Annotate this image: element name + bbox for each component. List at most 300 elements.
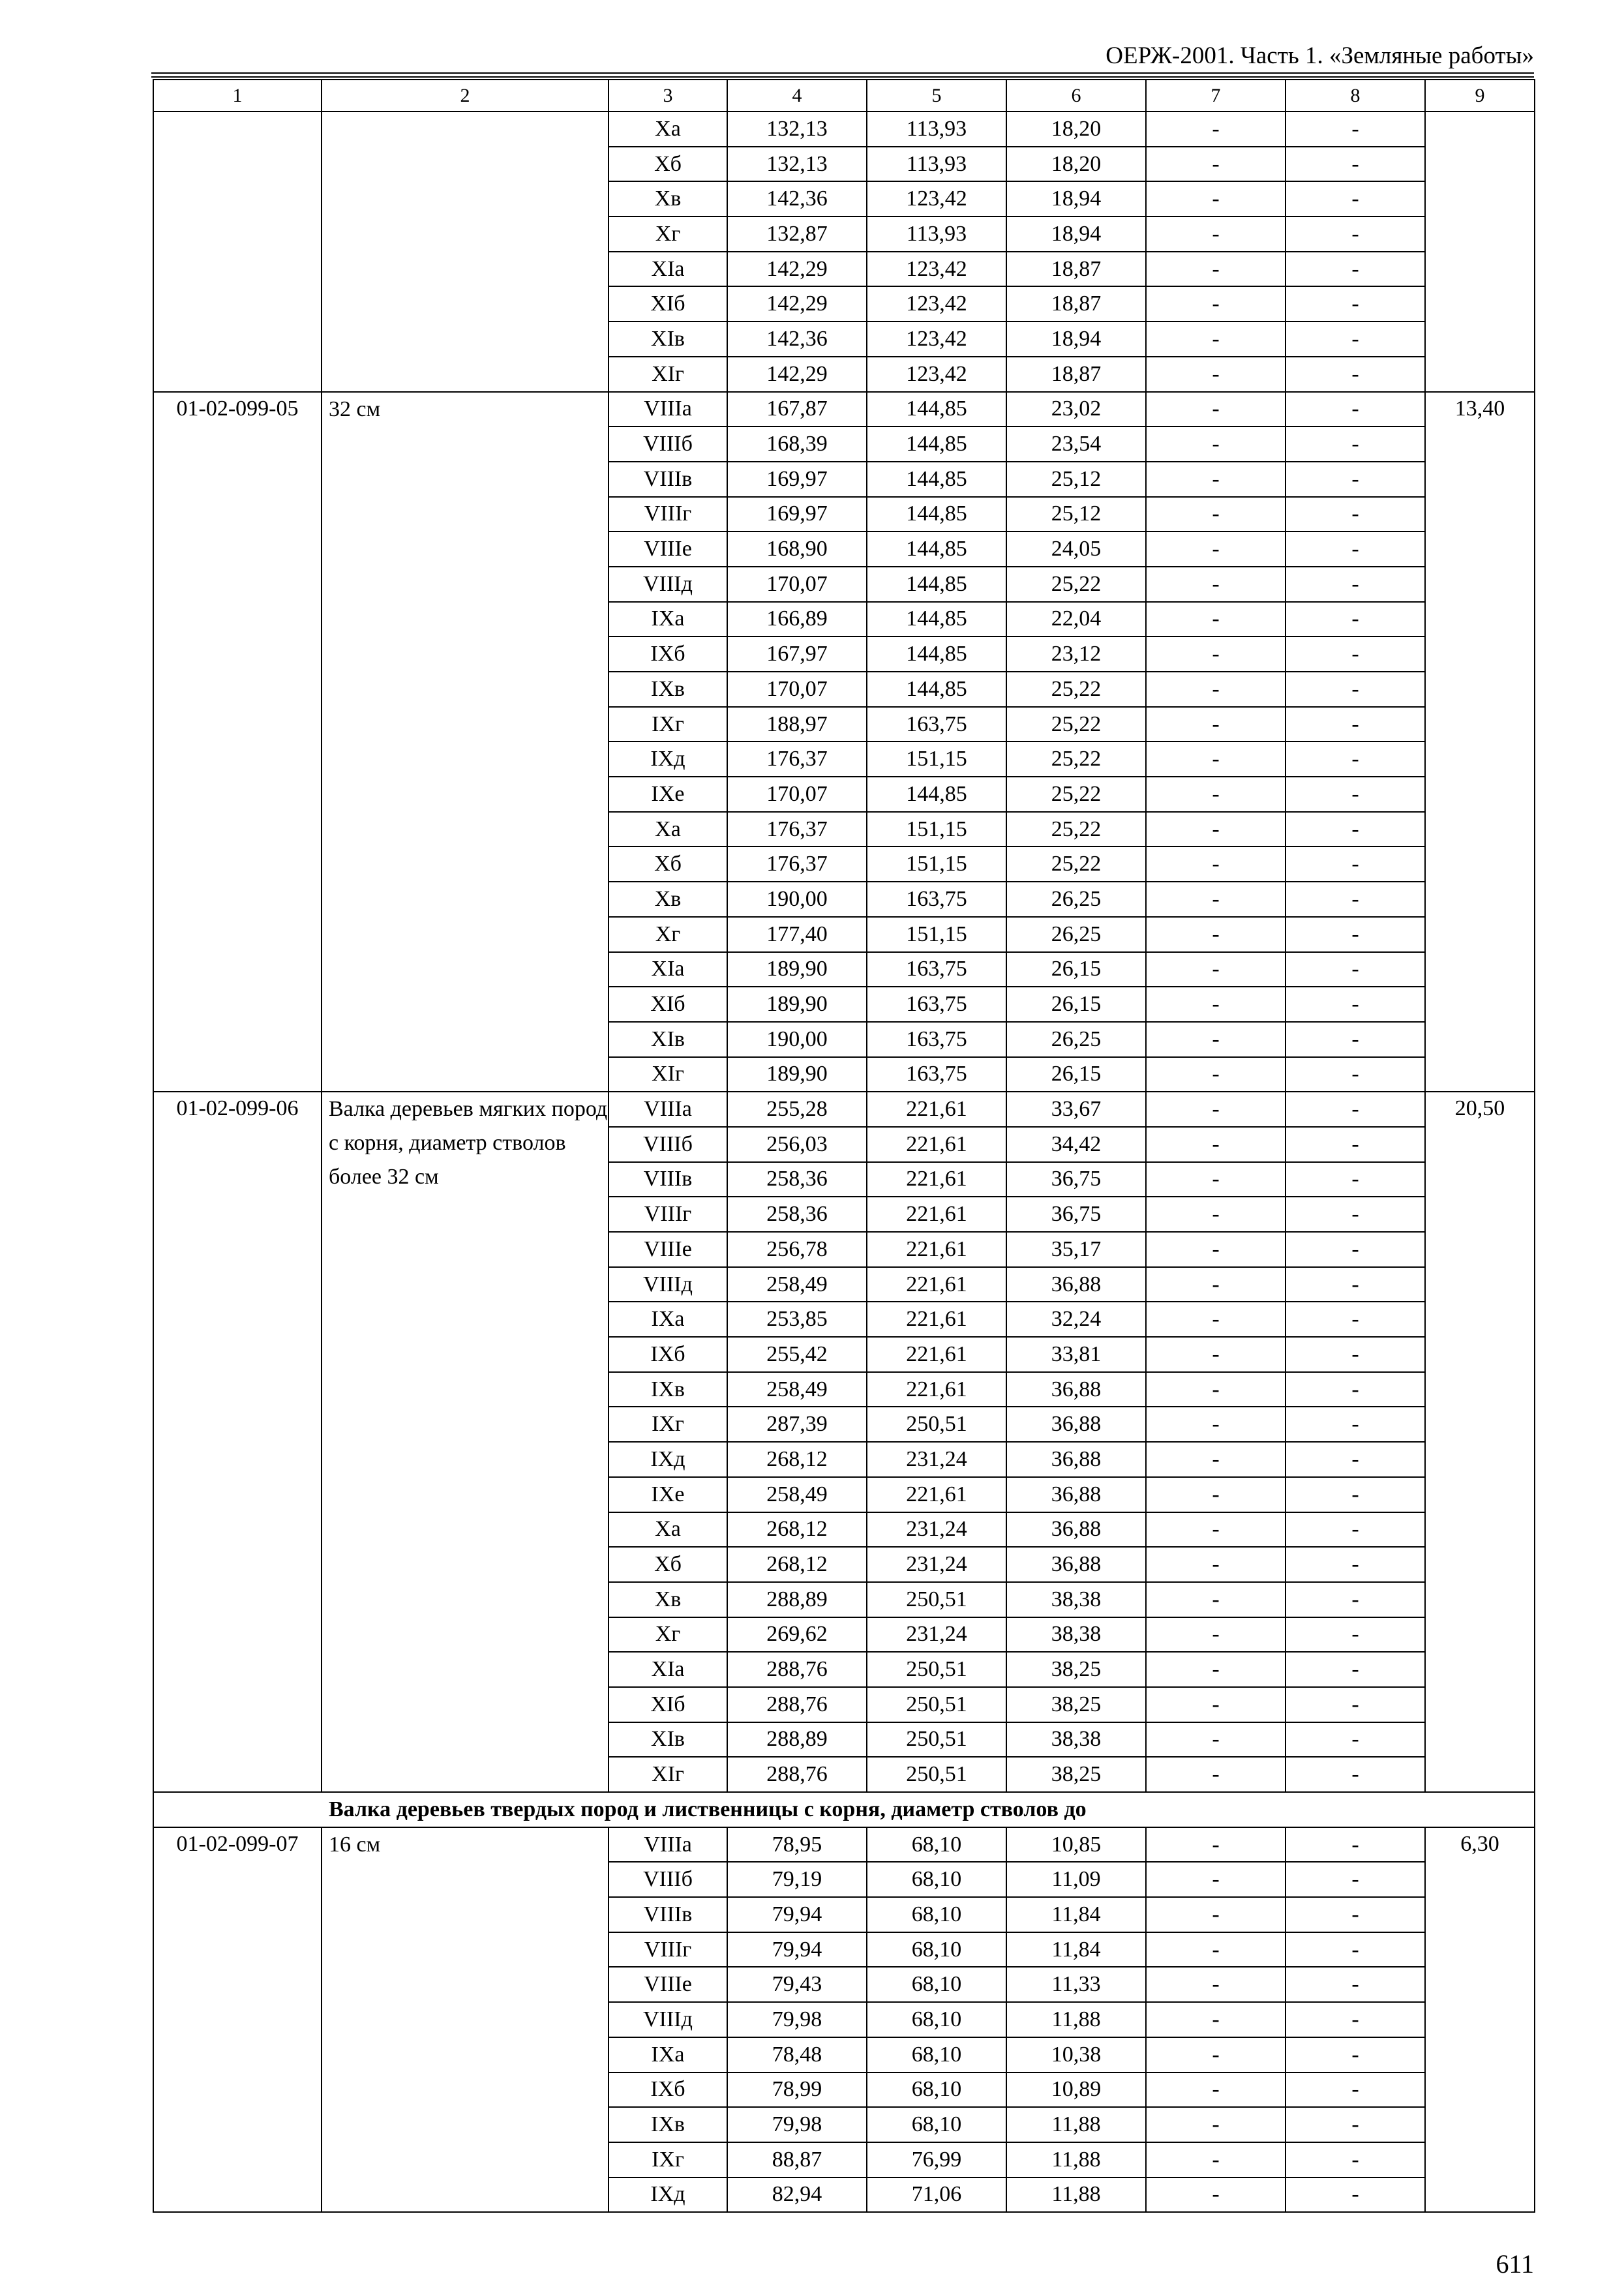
col7-value: -: [1146, 777, 1286, 812]
col8-value: -: [1286, 1162, 1425, 1197]
rate-code: 01-02-099-05: [153, 392, 322, 1092]
machine-costs: 26,25: [1006, 882, 1146, 917]
soil-group: IXб: [609, 1337, 727, 1372]
col8-value: -: [1286, 882, 1425, 917]
machine-costs: 32,24: [1006, 1302, 1146, 1337]
col8-value: -: [1286, 286, 1425, 322]
labor-costs: 68,10: [867, 1827, 1006, 1863]
labor-costs: 163,75: [867, 952, 1006, 987]
machine-costs: 25,22: [1006, 741, 1146, 777]
labor-costs: 250,51: [867, 1582, 1006, 1617]
labor-costs: 144,85: [867, 636, 1006, 672]
col8-value: -: [1286, 707, 1425, 742]
col7-value: -: [1146, 1337, 1286, 1372]
col8-value: -: [1286, 112, 1425, 147]
col8-value: -: [1286, 462, 1425, 497]
labor-costs: 231,24: [867, 1442, 1006, 1477]
soil-group: VIIIa: [609, 1827, 727, 1863]
labor-costs: 68,10: [867, 2037, 1006, 2072]
direct-costs: 190,00: [727, 1022, 867, 1057]
machine-costs: 38,25: [1006, 1757, 1146, 1792]
direct-costs: 78,99: [727, 2072, 867, 2108]
labor-costs: 144,85: [867, 392, 1006, 427]
labor-costs: 163,75: [867, 882, 1006, 917]
col8-value: -: [1286, 217, 1425, 252]
col7-value: -: [1146, 602, 1286, 637]
labor-costs: 221,61: [867, 1372, 1006, 1407]
soil-group: Xa: [609, 1512, 727, 1548]
rate-code: 01-02-099-06: [153, 1092, 322, 1792]
labor-costs: 221,61: [867, 1267, 1006, 1302]
direct-costs: 258,36: [727, 1197, 867, 1232]
soil-group: VIIIе: [609, 531, 727, 567]
direct-costs: 258,49: [727, 1267, 867, 1302]
direct-costs: 288,76: [727, 1757, 867, 1792]
machine-costs: 25,22: [1006, 812, 1146, 847]
labor-costs: 231,24: [867, 1512, 1006, 1548]
col7-value: -: [1146, 812, 1286, 847]
machine-costs: 18,20: [1006, 147, 1146, 182]
col8-value: -: [1286, 2177, 1425, 2213]
col7-value: -: [1146, 112, 1286, 147]
col9-value: [1425, 112, 1535, 392]
labor-costs: 68,10: [867, 1967, 1006, 2002]
col8-value: -: [1286, 846, 1425, 882]
labor-costs: 250,51: [867, 1687, 1006, 1722]
col7-value: -: [1146, 217, 1286, 252]
machine-costs: 36,88: [1006, 1267, 1146, 1302]
col8-value: -: [1286, 777, 1425, 812]
header-rule-bottom: [151, 76, 1534, 78]
direct-costs: 258,36: [727, 1162, 867, 1197]
labor-costs: 151,15: [867, 917, 1006, 952]
labor-costs: 250,51: [867, 1652, 1006, 1687]
col7-value: -: [1146, 497, 1286, 532]
table-row: [153, 1092, 1535, 1127]
soil-group: Xв: [609, 1582, 727, 1617]
labor-costs: 123,42: [867, 286, 1006, 322]
labor-costs: 113,93: [867, 147, 1006, 182]
labor-costs: 221,61: [867, 1232, 1006, 1267]
machine-costs: 25,22: [1006, 672, 1146, 707]
soil-group: XIв: [609, 322, 727, 357]
col8-value: -: [1286, 952, 1425, 987]
col7-value: -: [1146, 1197, 1286, 1232]
col7-value: -: [1146, 1162, 1286, 1197]
direct-costs: 79,94: [727, 1932, 867, 1967]
labor-costs: 221,61: [867, 1337, 1006, 1372]
machine-costs: 36,75: [1006, 1197, 1146, 1232]
soil-group: IXa: [609, 2037, 727, 2072]
col8-value: -: [1286, 1547, 1425, 1582]
machine-costs: 25,12: [1006, 462, 1146, 497]
machine-costs: 36,88: [1006, 1512, 1146, 1548]
col8-value: -: [1286, 1687, 1425, 1722]
machine-costs: 18,87: [1006, 357, 1146, 392]
col8-value: -: [1286, 1337, 1425, 1372]
col7-value: -: [1146, 567, 1286, 602]
soil-group: VIIIб: [609, 426, 727, 462]
col8-value: -: [1286, 1022, 1425, 1057]
labor-costs: 250,51: [867, 1407, 1006, 1442]
soil-group: IXг: [609, 707, 727, 742]
labor-costs: 144,85: [867, 567, 1006, 602]
col7-value: -: [1146, 252, 1286, 287]
rate-code: 01-02-099-07: [153, 1827, 322, 2213]
machine-costs: 34,42: [1006, 1127, 1146, 1162]
soil-group: VIIIв: [609, 1162, 727, 1197]
direct-costs: 142,29: [727, 286, 867, 322]
direct-costs: 255,28: [727, 1092, 867, 1127]
col7-value: -: [1146, 917, 1286, 952]
labor-costs: 144,85: [867, 531, 1006, 567]
col8-value: -: [1286, 1477, 1425, 1512]
machine-costs: 38,38: [1006, 1617, 1146, 1653]
col7-value: -: [1146, 1407, 1286, 1442]
soil-group: IXa: [609, 1302, 727, 1337]
labor-costs: 144,85: [867, 602, 1006, 637]
col8-value: -: [1286, 2037, 1425, 2072]
machine-costs: 26,25: [1006, 917, 1146, 952]
labor-costs: 163,75: [867, 1057, 1006, 1092]
col7-value: -: [1146, 1477, 1286, 1512]
labor-costs: 144,85: [867, 462, 1006, 497]
direct-costs: 268,12: [727, 1547, 867, 1582]
labor-costs: 68,10: [867, 1862, 1006, 1897]
direct-costs: 256,03: [727, 1127, 867, 1162]
machine-costs: 24,05: [1006, 531, 1146, 567]
direct-costs: 142,29: [727, 357, 867, 392]
col7-value: -: [1146, 2072, 1286, 2108]
direct-costs: 288,89: [727, 1582, 867, 1617]
machine-costs: 25,22: [1006, 707, 1146, 742]
labor-costs: 68,10: [867, 2002, 1006, 2037]
labor-costs: 123,42: [867, 252, 1006, 287]
machine-costs: 26,15: [1006, 952, 1146, 987]
col8-value: -: [1286, 2072, 1425, 2108]
machine-costs: 33,67: [1006, 1092, 1146, 1127]
col7-value: -: [1146, 1512, 1286, 1548]
col7-value: -: [1146, 322, 1286, 357]
col8-value: -: [1286, 1232, 1425, 1267]
page-number: 611: [1496, 2249, 1534, 2279]
soil-group: XIб: [609, 286, 727, 322]
column-number: 8: [1286, 80, 1425, 112]
machine-costs: 10,38: [1006, 2037, 1146, 2072]
col7-value: -: [1146, 2177, 1286, 2213]
direct-costs: 288,89: [727, 1722, 867, 1758]
col7-value: -: [1146, 147, 1286, 182]
labor-costs: 221,61: [867, 1127, 1006, 1162]
col7-value: -: [1146, 462, 1286, 497]
machine-costs: 38,25: [1006, 1652, 1146, 1687]
direct-costs: 176,37: [727, 812, 867, 847]
soil-group: Xa: [609, 112, 727, 147]
labor-costs: 71,06: [867, 2177, 1006, 2213]
machine-costs: 11,88: [1006, 2177, 1146, 2213]
col7-value: -: [1146, 636, 1286, 672]
labor-costs: 113,93: [867, 217, 1006, 252]
direct-costs: 78,95: [727, 1827, 867, 1863]
col7-value: -: [1146, 1932, 1286, 1967]
col7-value: -: [1146, 1092, 1286, 1127]
labor-costs: 123,42: [867, 181, 1006, 217]
direct-costs: 176,37: [727, 741, 867, 777]
direct-costs: 142,36: [727, 322, 867, 357]
col8-value: -: [1286, 1372, 1425, 1407]
labor-costs: 221,61: [867, 1302, 1006, 1337]
soil-group: XIa: [609, 252, 727, 287]
col8-value: -: [1286, 2107, 1425, 2142]
column-number: 5: [867, 80, 1006, 112]
machine-costs: 18,94: [1006, 217, 1146, 252]
labor-costs: 221,61: [867, 1092, 1006, 1127]
running-header: [153, 40, 1534, 74]
labor-costs: 144,85: [867, 672, 1006, 707]
machine-costs: 18,94: [1006, 322, 1146, 357]
direct-costs: 176,37: [727, 846, 867, 882]
col7-value: -: [1146, 707, 1286, 742]
direct-costs: 82,94: [727, 2177, 867, 2213]
direct-costs: 169,97: [727, 497, 867, 532]
col7-value: -: [1146, 2107, 1286, 2142]
col9-value: 13,40: [1425, 392, 1535, 1092]
col8-value: -: [1286, 392, 1425, 427]
machine-costs: 23,02: [1006, 392, 1146, 427]
table-row: [153, 112, 1535, 147]
soil-group: IXд: [609, 1442, 727, 1477]
col7-value: -: [1146, 1862, 1286, 1897]
col7-value: -: [1146, 882, 1286, 917]
col8-value: -: [1286, 1932, 1425, 1967]
col7-value: -: [1146, 1827, 1286, 1863]
direct-costs: 288,76: [727, 1687, 867, 1722]
col8-value: -: [1286, 2142, 1425, 2177]
col7-value: -: [1146, 1302, 1286, 1337]
col8-value: -: [1286, 602, 1425, 637]
soil-group: IXе: [609, 1477, 727, 1512]
direct-costs: 190,00: [727, 882, 867, 917]
col7-value: -: [1146, 1022, 1286, 1057]
machine-costs: 18,20: [1006, 112, 1146, 147]
header-rule-top: [151, 72, 1534, 74]
col8-value: -: [1286, 1652, 1425, 1687]
col7-value: -: [1146, 181, 1286, 217]
machine-costs: 11,88: [1006, 2002, 1146, 2037]
table-body: [153, 80, 1535, 2212]
labor-costs: 144,85: [867, 426, 1006, 462]
labor-costs: 221,61: [867, 1162, 1006, 1197]
machine-costs: 33,81: [1006, 1337, 1146, 1372]
machine-costs: 36,88: [1006, 1477, 1146, 1512]
col7-value: -: [1146, 1757, 1286, 1792]
soil-group: XIг: [609, 1057, 727, 1092]
direct-costs: 288,76: [727, 1652, 867, 1687]
direct-costs: 177,40: [727, 917, 867, 952]
col8-value: -: [1286, 917, 1425, 952]
labor-costs: 151,15: [867, 741, 1006, 777]
soil-group: IXг: [609, 1407, 727, 1442]
direct-costs: 255,42: [727, 1337, 867, 1372]
direct-costs: 132,87: [727, 217, 867, 252]
soil-group: XIб: [609, 987, 727, 1022]
labor-costs: 231,24: [867, 1617, 1006, 1653]
machine-costs: 36,88: [1006, 1547, 1146, 1582]
col8-value: -: [1286, 147, 1425, 182]
direct-costs: 256,78: [727, 1232, 867, 1267]
direct-costs: 79,94: [727, 1897, 867, 1932]
direct-costs: 258,49: [727, 1372, 867, 1407]
soil-group: IXв: [609, 2107, 727, 2142]
labor-costs: 68,10: [867, 1932, 1006, 1967]
soil-group: VIIIa: [609, 1092, 727, 1127]
col7-value: -: [1146, 1687, 1286, 1722]
soil-group: Xв: [609, 882, 727, 917]
machine-costs: 11,84: [1006, 1897, 1146, 1932]
col8-value: -: [1286, 672, 1425, 707]
machine-costs: 26,15: [1006, 987, 1146, 1022]
col8-value: -: [1286, 252, 1425, 287]
soil-group: VIIIг: [609, 1197, 727, 1232]
direct-costs: 258,49: [727, 1477, 867, 1512]
col8-value: -: [1286, 357, 1425, 392]
direct-costs: 79,98: [727, 2107, 867, 2142]
soil-group: Xв: [609, 181, 727, 217]
column-number: 1: [153, 80, 322, 112]
machine-costs: 38,38: [1006, 1722, 1146, 1758]
labor-costs: 68,10: [867, 1897, 1006, 1932]
machine-costs: 36,88: [1006, 1442, 1146, 1477]
machine-costs: 11,88: [1006, 2107, 1146, 2142]
soil-group: Xг: [609, 217, 727, 252]
soil-group: VIIIб: [609, 1127, 727, 1162]
col8-value: -: [1286, 1442, 1425, 1477]
machine-costs: 26,15: [1006, 1057, 1146, 1092]
machine-costs: 25,22: [1006, 777, 1146, 812]
soil-group: Xб: [609, 1547, 727, 1582]
col7-value: -: [1146, 1652, 1286, 1687]
rate-description: [322, 112, 609, 392]
col8-value: -: [1286, 741, 1425, 777]
col7-value: -: [1146, 1722, 1286, 1758]
labor-costs: 123,42: [867, 322, 1006, 357]
soil-group: IXa: [609, 602, 727, 637]
direct-costs: 167,87: [727, 392, 867, 427]
col7-value: -: [1146, 1547, 1286, 1582]
labor-costs: 144,85: [867, 777, 1006, 812]
col8-value: -: [1286, 1757, 1425, 1792]
machine-costs: 36,88: [1006, 1407, 1146, 1442]
col8-value: -: [1286, 497, 1425, 532]
soil-group: XIв: [609, 1722, 727, 1758]
direct-costs: 168,90: [727, 531, 867, 567]
direct-costs: 79,19: [727, 1862, 867, 1897]
col8-value: -: [1286, 1967, 1425, 2002]
machine-costs: 11,33: [1006, 1967, 1146, 2002]
col8-value: -: [1286, 1617, 1425, 1653]
direct-costs: 170,07: [727, 567, 867, 602]
col7-value: -: [1146, 1372, 1286, 1407]
soil-group: Xг: [609, 1617, 727, 1653]
section-heading: Валка деревьев твердых пород и лиственницы с корня, диаметр стволов до: [153, 1792, 1535, 1827]
col8-value: -: [1286, 322, 1425, 357]
col7-value: -: [1146, 1232, 1286, 1267]
machine-costs: 18,87: [1006, 252, 1146, 287]
column-number: 6: [1006, 80, 1146, 112]
direct-costs: 132,13: [727, 112, 867, 147]
machine-costs: 10,89: [1006, 2072, 1146, 2108]
labor-costs: 151,15: [867, 846, 1006, 882]
col8-value: -: [1286, 1197, 1425, 1232]
col8-value: -: [1286, 1862, 1425, 1897]
col7-value: -: [1146, 2002, 1286, 2037]
col7-value: -: [1146, 1442, 1286, 1477]
direct-costs: 166,89: [727, 602, 867, 637]
labor-costs: 231,24: [867, 1547, 1006, 1582]
soil-group: Xa: [609, 812, 727, 847]
col7-value: -: [1146, 2037, 1286, 2072]
col7-value: -: [1146, 1582, 1286, 1617]
col7-value: -: [1146, 741, 1286, 777]
col8-value: -: [1286, 1127, 1425, 1162]
col7-value: -: [1146, 286, 1286, 322]
soil-group: XIв: [609, 1022, 727, 1057]
machine-costs: 10,85: [1006, 1827, 1146, 1863]
rate-description: 32 см: [322, 392, 609, 1092]
direct-costs: 142,36: [727, 181, 867, 217]
col7-value: -: [1146, 1267, 1286, 1302]
direct-costs: 189,90: [727, 952, 867, 987]
col8-value: -: [1286, 1407, 1425, 1442]
direct-costs: 170,07: [727, 777, 867, 812]
direct-costs: 169,97: [727, 462, 867, 497]
soil-group: VIIIе: [609, 1232, 727, 1267]
machine-costs: 38,25: [1006, 1687, 1146, 1722]
soil-group: XIa: [609, 1652, 727, 1687]
col8-value: -: [1286, 1582, 1425, 1617]
soil-group: IXг: [609, 2142, 727, 2177]
col8-value: -: [1286, 1897, 1425, 1932]
labor-costs: 250,51: [867, 1722, 1006, 1758]
machine-costs: 25,12: [1006, 497, 1146, 532]
direct-costs: 189,90: [727, 987, 867, 1022]
direct-costs: 188,97: [727, 707, 867, 742]
col7-value: -: [1146, 1057, 1286, 1092]
direct-costs: 253,85: [727, 1302, 867, 1337]
machine-costs: 38,38: [1006, 1582, 1146, 1617]
direct-costs: 269,62: [727, 1617, 867, 1653]
soil-group: VIIIд: [609, 567, 727, 602]
soil-group: IXв: [609, 1372, 727, 1407]
labor-costs: 163,75: [867, 987, 1006, 1022]
soil-group: Xб: [609, 147, 727, 182]
direct-costs: 142,29: [727, 252, 867, 287]
direct-costs: 79,43: [727, 1967, 867, 2002]
col7-value: -: [1146, 1127, 1286, 1162]
machine-costs: 11,84: [1006, 1932, 1146, 1967]
soil-group: IXд: [609, 741, 727, 777]
col8-value: -: [1286, 2002, 1425, 2037]
direct-costs: 79,98: [727, 2002, 867, 2037]
column-number: 7: [1146, 80, 1286, 112]
col8-value: -: [1286, 426, 1425, 462]
machine-costs: 36,88: [1006, 1372, 1146, 1407]
machine-costs: 23,12: [1006, 636, 1146, 672]
col7-value: -: [1146, 2142, 1286, 2177]
col8-value: -: [1286, 531, 1425, 567]
labor-costs: 250,51: [867, 1757, 1006, 1792]
col7-value: -: [1146, 952, 1286, 987]
